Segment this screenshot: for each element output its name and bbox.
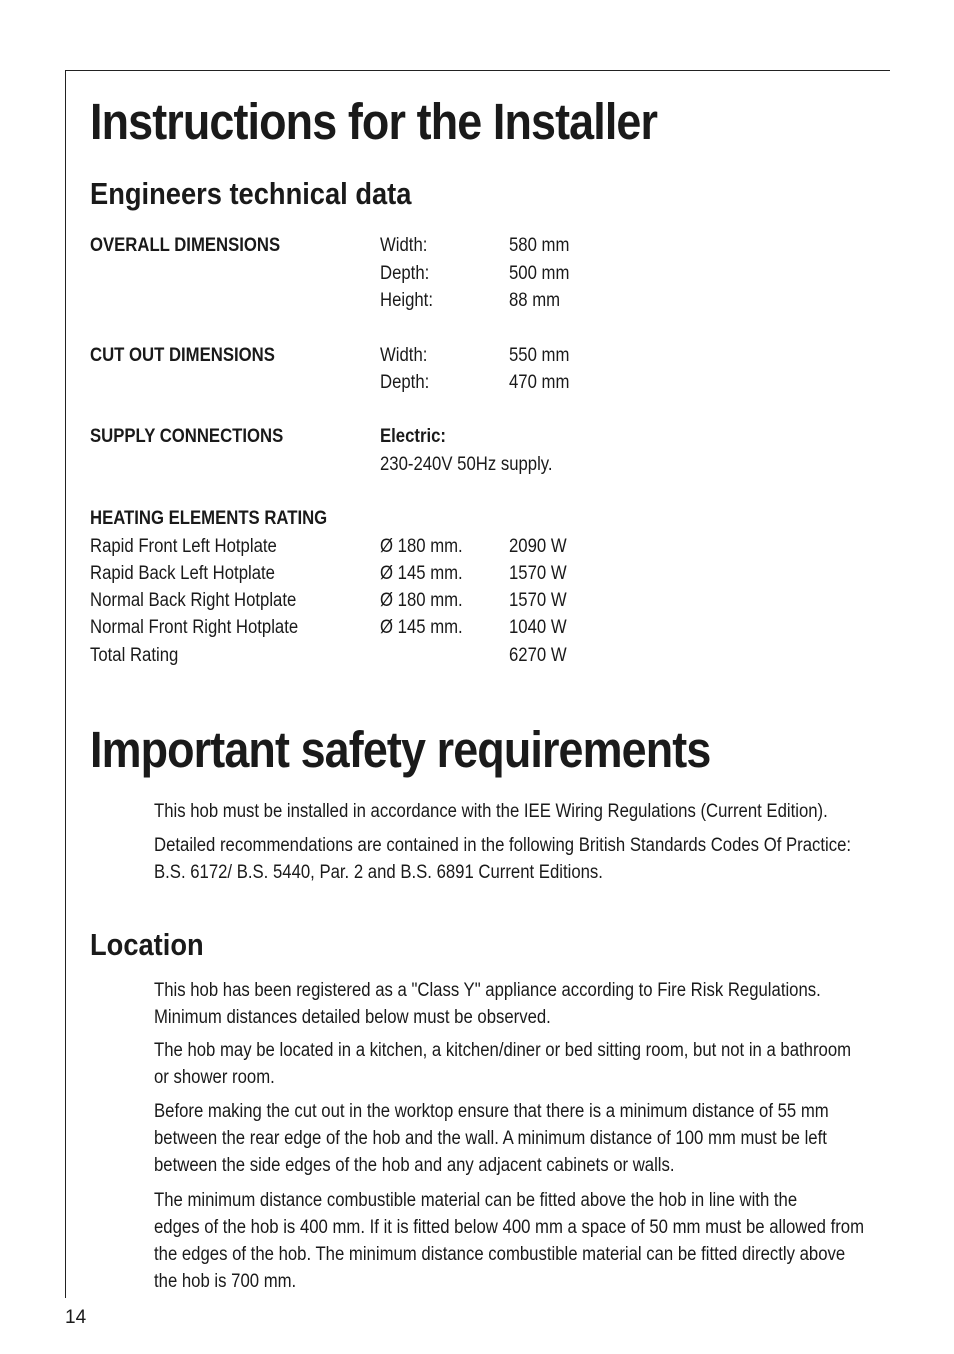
safety-heading: Important safety requirements [90,721,711,778]
overall-depth-value: 500 mm [509,263,570,284]
left-rule [65,70,66,1298]
safety-paragraph: Detailed recommendations are contained in the following British Standards Codes Of Practice: B.S. 6172/ B.S. 5440, Par. 2 and B.S. 6891 Current Editions. [154,835,852,883]
location-heading: Location [90,927,204,962]
hotplate-diameter: Ø 180 mm. [380,590,463,611]
page-title: Instructions for the Installer [90,93,658,150]
cutout-dimensions-label: CUT OUT DIMENSIONS [90,345,275,366]
hotplate-diameter: Ø 145 mm. [380,617,463,638]
overall-width-value: 580 mm [509,235,570,256]
top-rule [65,70,890,71]
hotplate-name: Normal Back Right Hotplate [90,590,297,611]
hotplate-diameter: Ø 145 mm. [380,563,463,584]
supply-detail: 230-240V 50Hz supply. [380,454,553,475]
cutout-depth-value: 470 mm [509,372,570,393]
overall-height-label: Height: [380,290,433,311]
total-rating-value: 6270 W [509,645,567,666]
overall-height-value: 88 mm [509,290,561,311]
supply-connections-label: SUPPLY CONNECTIONS [90,426,284,447]
safety-paragraph: This hob must be installed in accordance with the IEE Wiring Regulations (Current Edition). [154,801,828,822]
location-paragraph: Before making the cut out in the worktop ensure that there is a minimum distance of 55 mm between the rear edge of the hob and the wall. A minimum distance of 100 mm must be left between the side edges of the hob and any adjacent cabinets or walls. [154,1101,829,1176]
overall-width-label: Width: [380,235,428,256]
location-paragraph: The minimum distance combustible material can be fitted above the hob in line with the edges of the hob is 400 mm. If it is fitted below 400 mm a space of 50 mm must be allowed from the edges of the hob. The minimum distance combustible material can be fitted directly above the hob is 700 mm. [154,1190,865,1292]
hotplate-power: 2090 W [509,536,567,557]
overall-dimensions-label: OVERALL DIMENSIONS [90,235,281,256]
technical-heading: Engineers technical data [90,176,412,211]
hotplate-power: 1570 W [509,563,567,584]
cutout-width-value: 550 mm [509,345,570,366]
hotplate-name: Rapid Front Left Hotplate [90,536,277,557]
page-number: 14 [65,1307,87,1328]
total-rating-label: Total Rating [90,645,179,666]
overall-depth-label: Depth: [380,263,430,284]
hotplate-power: 1040 W [509,617,567,638]
supply-type: Electric: [380,426,446,447]
hotplate-diameter: Ø 180 mm. [380,536,463,557]
location-paragraph: This hob has been registered as a "Class Y" appliance according to Fire Risk Regulations. Minimum distances detailed below must be observed. [154,980,821,1028]
hotplate-name: Rapid Back Left Hotplate [90,563,275,584]
cutout-depth-label: Depth: [380,372,430,393]
hotplate-power: 1570 W [509,590,567,611]
location-paragraph: The hob may be located in a kitchen, a kitchen/diner or bed sitting room, but not in a bathroom or shower room. [154,1040,852,1088]
heating-rating-label: HEATING ELEMENTS RATING [90,508,328,529]
hotplate-name: Normal Front Right Hotplate [90,617,299,638]
cutout-width-label: Width: [380,345,428,366]
